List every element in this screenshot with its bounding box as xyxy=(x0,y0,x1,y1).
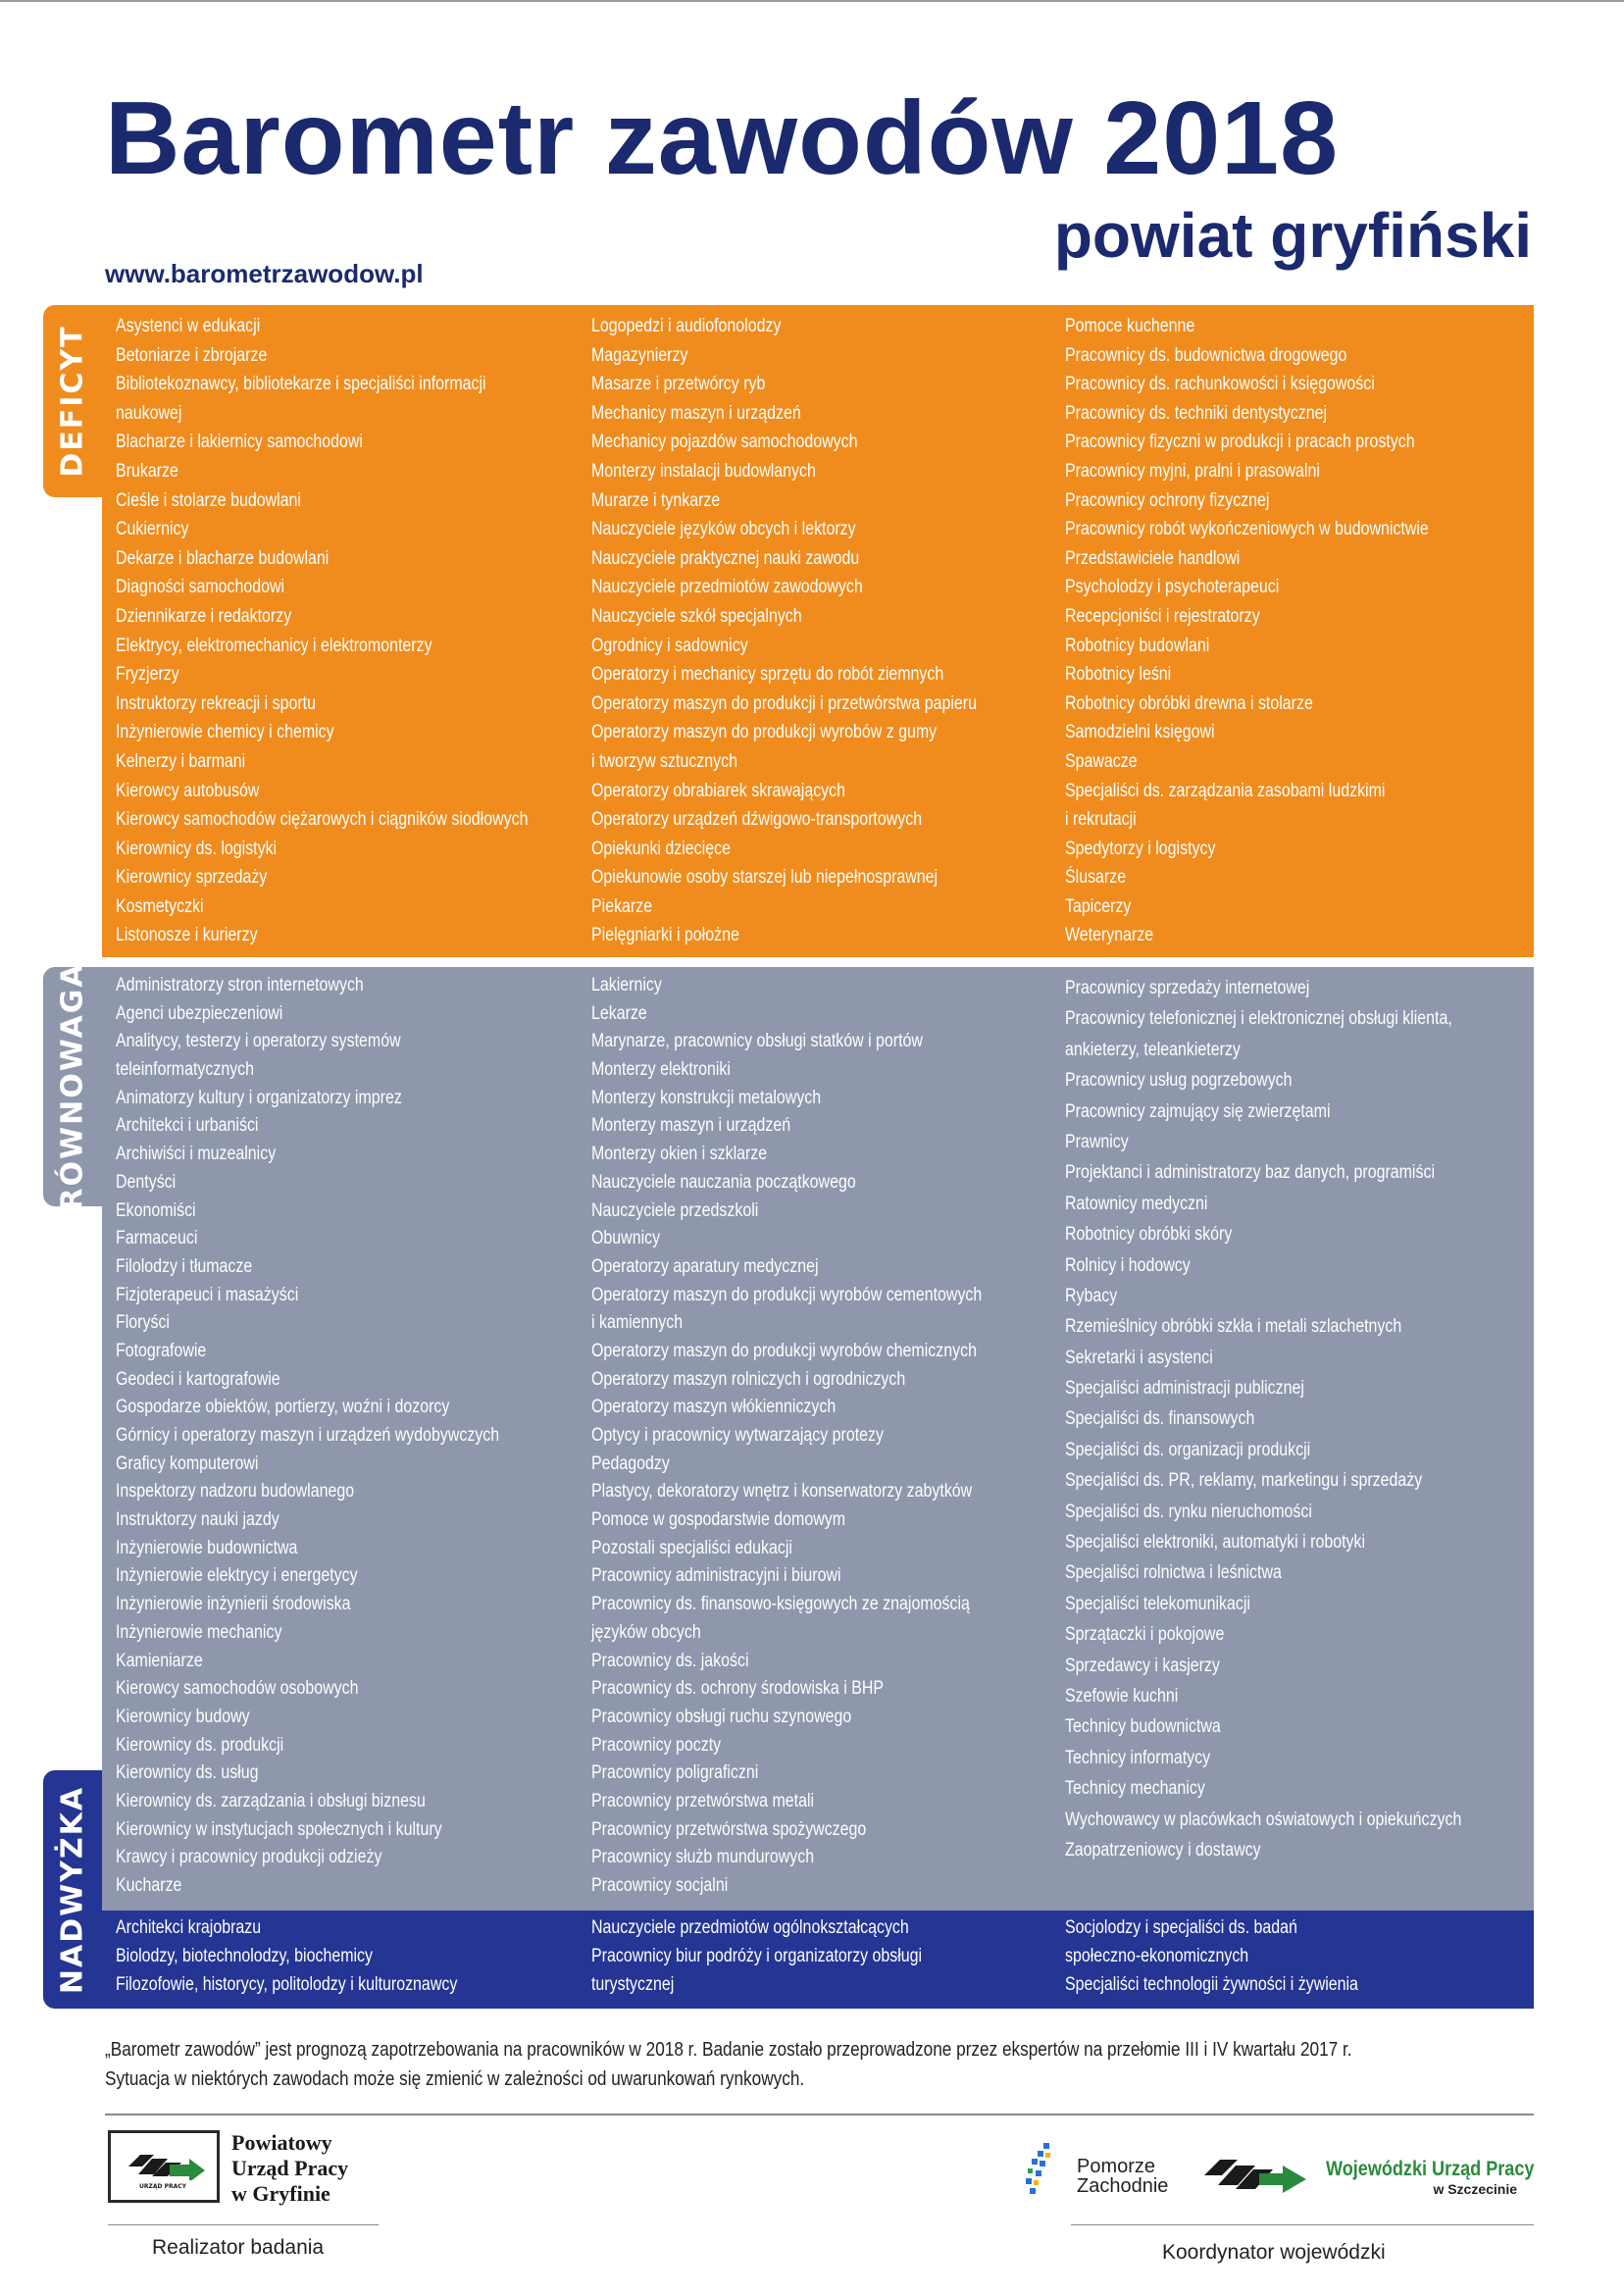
wup-subtitle: w Szczecinie xyxy=(1433,2181,1518,2197)
occupation-item: Fotografowie xyxy=(116,1340,207,1361)
pup-name-line-1: Powiatowy xyxy=(231,2130,332,2155)
occupation-item: Kierownicy ds. logistyki xyxy=(116,838,278,859)
occupation-item: Nauczyciele przedmiotów zawodowych xyxy=(591,577,863,598)
deficit-label: DEFICYT xyxy=(55,325,90,478)
occupation-item: Plastycy, dekoratorzy wnętrz i konserwatorzy zabytków xyxy=(591,1481,973,1503)
occupation-item: Kierownicy w instytucjach społecznych i kultury xyxy=(116,1818,442,1840)
occupation-item: Wychowawcy w placówkach oświatowych i opiekuńczych xyxy=(1065,1809,1462,1830)
occupation-item: Inżynierowie mechanicy xyxy=(116,1621,282,1643)
occupation-item: Nauczyciele przedszkoli xyxy=(591,1199,759,1221)
occupation-item: Biolodzy, biotechnolodzy, biochemicy xyxy=(116,1946,374,1966)
occupation-item: Pedagodzy xyxy=(591,1453,670,1474)
deficit-column-2 xyxy=(591,312,1050,950)
occupation-item: Brukarze xyxy=(116,460,178,482)
occupation-item: Operatorzy maszyn do produkcji i przetwórstwa papieru xyxy=(591,692,977,714)
occupation-item: teleinformatycznych xyxy=(116,1059,255,1081)
occupation-item: Ogrodnicy i sadownicy xyxy=(591,635,748,656)
occupation-item: Pracownicy ochrony fizycznej xyxy=(1065,489,1270,511)
balance-column-2 xyxy=(591,972,1056,1901)
occupation-item: Lekarze xyxy=(591,1002,647,1024)
occupation-item: Spedytorzy i logistycy xyxy=(1065,838,1216,859)
occupation-item: Specjaliści rolnictwa i leśnictwa xyxy=(1065,1562,1282,1584)
top-rule xyxy=(0,0,1624,2)
occupation-item: Kelnerzy i barmani xyxy=(116,750,246,772)
occupation-item: Projektanci i administratorzy baz danych, programiści xyxy=(1065,1162,1435,1184)
occupation-item: Bibliotekoznawcy, bibliotekarze i specjaliści informacji xyxy=(116,374,486,395)
occupation-item: Specjaliści ds. zarządzania zasobami ludzkimi xyxy=(1065,780,1386,801)
occupation-item: Inżynierowie elektrycy i energetycy xyxy=(116,1565,358,1587)
occupation-item: Pracownicy ds. budownictwa drogowego xyxy=(1065,344,1347,366)
occupation-item: języków obcych xyxy=(591,1621,701,1643)
occupation-item: Rybacy xyxy=(1065,1285,1118,1306)
occupation-item: Specjaliści ds. rynku nieruchomości xyxy=(1065,1501,1312,1522)
occupation-item: Pracownicy ds. finansowo-księgowych ze znajomością xyxy=(591,1594,970,1615)
occupation-item: Krawcy i pracownicy produkcji odzieży xyxy=(116,1847,382,1868)
pup-logo-icon xyxy=(111,2133,217,2200)
occupation-item: Pozostali specjaliści edukacji xyxy=(591,1537,792,1558)
occupation-item: Monterzy konstrukcji metalowych xyxy=(591,1087,822,1108)
note-line-2: Sytuacja w niektórych zawodach może się zmienić w zależności od uwarunkowań rynkowych. xyxy=(105,2068,805,2090)
pomorze-line-2: Zachodnie xyxy=(1077,2175,1169,2197)
occupation-item: Mechanicy pojazdów samochodowych xyxy=(591,432,858,453)
occupation-item: Dziennikarze i redaktorzy xyxy=(116,605,292,627)
occupation-item: Kucharze xyxy=(116,1875,182,1896)
occupation-item: Psycholodzy i psychoterapeuci xyxy=(1065,577,1280,598)
occupation-item: Nauczyciele praktycznej nauki zawodu xyxy=(591,547,860,569)
occupation-item: Dekarze i blacharze budowlani xyxy=(116,547,330,569)
occupation-item: Nauczyciele języków obcych i lektorzy xyxy=(591,519,856,540)
occupation-item: Kierownicy ds. usług xyxy=(116,1762,259,1784)
occupation-item: społeczno-ekonomicznych xyxy=(1065,1946,1249,1966)
occupation-item: Monterzy maszyn i urządzeń xyxy=(591,1115,791,1137)
balance-column-1 xyxy=(116,972,573,1901)
occupation-item: Filolodzy i tłumacze xyxy=(116,1255,253,1277)
occupation-item: Pracownicy ds. rachunkowości i księgowości xyxy=(1065,374,1375,395)
occupation-item: Nauczyciele nauczania początkowego xyxy=(591,1171,856,1193)
methodology-note xyxy=(105,2035,1537,2094)
occupation-item: Specjaliści elektroniki, automatyki i robotyki xyxy=(1065,1532,1366,1554)
occupation-item: Zaopatrzeniowcy i dostawcy xyxy=(1065,1839,1261,1861)
occupation-item: Kierownicy budowy xyxy=(116,1706,250,1727)
occupation-item: Instruktorzy rekreacji i sportu xyxy=(116,692,317,714)
balance-tab xyxy=(43,962,102,1211)
occupation-item: Sprzedawcy i kasjerzy xyxy=(1065,1655,1220,1676)
pup-name-line-3: w Gryfinie xyxy=(231,2181,330,2206)
occupation-item: Operatorzy maszyn rolniczych i ogrodniczych xyxy=(591,1368,906,1390)
occupation-item: Mechanicy maszyn i urządzeń xyxy=(591,402,801,424)
occupation-item: Pracownicy służb mundurowych xyxy=(591,1847,815,1868)
occupation-item: Pracownicy sprzedaży internetowej xyxy=(1065,978,1310,998)
balance-label: RÓWNOWAGA xyxy=(55,962,90,1211)
occupation-item: Logopedzi i audiofonolodzy xyxy=(591,316,782,336)
occupation-item: Pracownicy biur podróży i organizatorzy obsługi xyxy=(591,1946,923,1966)
occupation-item: i rekrutacji xyxy=(1065,809,1137,831)
occupation-item: Marynarze, pracownicy obsługi statków i portów xyxy=(591,1031,923,1052)
occupation-item: Specjaliści ds. organizacji produkcji xyxy=(1065,1439,1311,1460)
occupation-item: Robotnicy leśni xyxy=(1065,664,1172,686)
occupation-item: Pomoce kuchenne xyxy=(1065,316,1195,336)
occupation-item: ankieterzy, teleankieterzy xyxy=(1065,1039,1241,1060)
occupation-item: Pielęgniarki i położne xyxy=(591,925,739,946)
occupation-item: Instruktorzy nauki jazdy xyxy=(116,1509,279,1531)
occupation-item: Kierowcy autobusów xyxy=(116,780,260,801)
occupation-item: Kierowcy samochodów ciężarowych i ciągników siodłowych xyxy=(116,809,529,831)
occupation-item: Inżynierowie budownictwa xyxy=(116,1537,298,1558)
surplus-tab xyxy=(43,1770,102,2009)
footer-divider xyxy=(105,2114,1534,2116)
occupation-item: Farmaceuci xyxy=(116,1228,198,1249)
occupation-item: Operatorzy maszyn do produkcji wyrobów cementowych xyxy=(591,1284,983,1305)
occupation-item: Piekarze xyxy=(591,895,653,917)
occupation-item: Inspektorzy nadzoru budowlanego xyxy=(116,1481,355,1503)
occupation-item: Specjaliści telekomunikacji xyxy=(1065,1593,1250,1614)
occupation-item: Gospodarze obiektów, portierzy, woźni i dozorcy xyxy=(116,1397,450,1418)
occupation-item: Pracownicy myjni, pralni i prasowalni xyxy=(1065,460,1320,482)
occupation-item: Pracownicy usług pogrzebowych xyxy=(1065,1070,1293,1092)
occupation-item: Inżynierowie inżynierii środowiska xyxy=(116,1594,351,1615)
occupation-item: Robotnicy budowlani xyxy=(1065,635,1210,656)
occupation-item: Technicy mechanicy xyxy=(1065,1778,1205,1800)
occupation-item: Opiekunowie osoby starszej lub niepełnosprawnej xyxy=(591,867,939,889)
occupation-item: Rolnicy i hodowcy xyxy=(1065,1254,1191,1276)
occupation-item: Listonosze i kurierzy xyxy=(116,925,258,946)
occupation-item: Magazynierzy xyxy=(591,344,688,366)
occupation-item: Przedstawiciele handlowi xyxy=(1065,547,1241,569)
occupation-item: Operatorzy obrabiarek skrawających xyxy=(591,780,846,801)
occupation-item: Diagności samochodowi xyxy=(116,577,285,598)
occupation-item: Asystenci w edukacji xyxy=(116,316,261,336)
occupation-item: Graficy komputerowi xyxy=(116,1453,259,1474)
occupation-item: Samodzielni księgowi xyxy=(1065,722,1215,743)
occupation-item: Elektrycy, elektromechanicy i elektromonterzy xyxy=(116,635,432,656)
occupation-item: Pracownicy telefonicznej i elektronicznej obsługi klienta, xyxy=(1065,1008,1452,1030)
balance-column-3 xyxy=(1065,973,1537,1865)
occupation-item: Operatorzy urządzeń dźwigowo-transportowych xyxy=(591,809,923,831)
wup-title: Wojewódzki Urząd Pracy xyxy=(1326,2158,1535,2180)
occupation-item: Pracownicy poczty xyxy=(591,1734,722,1756)
occupation-item: Technicy budownictwa xyxy=(1065,1716,1221,1738)
occupation-item: Pracownicy administracyjni i biurowi xyxy=(591,1565,841,1587)
occupation-item: Pracownicy robót wykończeniowych w budownictwie xyxy=(1065,519,1429,540)
pomorze-icon xyxy=(1020,2141,1063,2200)
occupation-item: Pomoce w gospodarstwie domowym xyxy=(591,1509,846,1531)
occupation-item: Monterzy okien i szklarze xyxy=(591,1144,768,1165)
occupation-item: Lakiernicy xyxy=(591,975,662,995)
deficit-column-3 xyxy=(1065,312,1497,950)
occupation-item: Ratownicy medyczni xyxy=(1065,1193,1208,1214)
occupation-item: Specjaliści administracji publicznej xyxy=(1065,1378,1304,1400)
occupation-item: Robotnicy obróbki drewna i stolarze xyxy=(1065,692,1313,714)
deficit-tab xyxy=(43,305,102,497)
pup-name-line-2: Urząd Pracy xyxy=(231,2156,349,2180)
deficit-column-1 xyxy=(116,312,607,950)
occupation-item: Pracownicy socjalni xyxy=(591,1875,729,1896)
occupation-item: Robotnicy obróbki skóry xyxy=(1065,1224,1233,1246)
occupation-item: Weterynarze xyxy=(1065,925,1154,946)
occupation-item: turystycznej xyxy=(591,1974,675,1995)
occupation-item: Prawnicy xyxy=(1065,1131,1129,1152)
pomorze-line-1: Pomorze xyxy=(1077,2156,1156,2177)
occupation-item: Pracownicy ds. ochrony środowiska i BHP xyxy=(591,1678,885,1700)
occupation-item: Kierownicy ds. produkcji xyxy=(116,1734,284,1756)
occupation-item: Fizjoterapeuci i masażyści xyxy=(116,1284,299,1305)
occupation-item: Spawacze xyxy=(1065,750,1138,772)
occupation-item: Pracownicy zajmujący się zwierzętami xyxy=(1065,1100,1331,1122)
occupation-item: Pracownicy ds. jakości xyxy=(591,1650,749,1671)
occupation-item: Kosmetyczki xyxy=(116,895,204,917)
left-caption-rule xyxy=(108,2224,379,2225)
occupation-item: Murarze i tynkarze xyxy=(591,489,721,511)
surplus-column-2 xyxy=(591,1913,985,1999)
occupation-item: Socjolodzy i specjaliści ds. badań xyxy=(1065,1917,1297,1938)
pup-gryfino-logo xyxy=(108,2130,220,2203)
website-link[interactable]: www.barometrzawodow.pl xyxy=(105,259,424,288)
occupation-item: Operatorzy maszyn do produkcji wyrobów chemicznych xyxy=(591,1340,977,1361)
occupation-item: Masarze i przetwórcy ryb xyxy=(591,374,766,395)
occupation-item: Pracownicy fizyczni w produkcji i pracach prostych xyxy=(1065,432,1415,453)
occupation-item: Tapicerzy xyxy=(1065,895,1132,917)
occupation-item: Kierownicy ds. zarządzania i obsługi biznesu xyxy=(116,1790,426,1811)
surplus-column-3 xyxy=(1065,1913,1414,1999)
occupation-item: Specjaliści technologii żywności i żywienia xyxy=(1065,1974,1358,1995)
occupation-item: Pracownicy przetwórstwa spożywczego xyxy=(591,1818,867,1840)
occupation-item: Betoniarze i zbrojarze xyxy=(116,344,268,366)
occupation-item: Kierownicy sprzedaży xyxy=(116,867,268,889)
occupation-item: Administratorzy stron internetowych xyxy=(116,975,364,995)
occupation-item: Operatorzy maszyn do produkcji wyrobów z gumy xyxy=(591,722,938,743)
occupation-item: naukowej xyxy=(116,402,182,424)
occupation-item: Szefowie kuchni xyxy=(1065,1685,1179,1707)
occupation-item: Górnicy i operatorzy maszyn i urządzeń wydobywczych xyxy=(116,1425,500,1446)
occupation-item: Cieśle i stolarze budowlani xyxy=(116,489,301,511)
occupation-item: Archiwiści i muzealnicy xyxy=(116,1144,277,1165)
occupation-item: Geodeci i kartografowie xyxy=(116,1368,280,1390)
occupation-item: Architekci i urbaniści xyxy=(116,1115,259,1137)
right-caption-rule xyxy=(1071,2224,1534,2225)
occupation-item: Operatorzy i mechanicy sprzętu do robót ziemnych xyxy=(591,664,944,686)
occupation-item: Optycy i pracownicy wytwarzający protezy xyxy=(591,1425,885,1446)
occupation-item: Rzemieślnicy obróbki szkła i metali szlachetnych xyxy=(1065,1316,1402,1338)
occupation-item: Kierowcy samochodów osobowych xyxy=(116,1678,359,1700)
right-caption: Koordynator wojewódzki xyxy=(1162,2241,1386,2264)
occupation-item: Floryści xyxy=(116,1312,170,1334)
occupation-item: Opiekunki dziecięce xyxy=(591,838,731,859)
left-caption: Realizator badania xyxy=(152,2236,325,2259)
occupation-item: Cukiernicy xyxy=(116,519,189,540)
occupation-item: Monterzy elektroniki xyxy=(591,1059,731,1081)
occupation-item: Blacharze i lakiernicy samochodowi xyxy=(116,432,363,453)
occupation-item: Fryzjerzy xyxy=(116,664,179,686)
occupation-item: Filozofowie, historycy, politolodzy i kulturoznawcy xyxy=(116,1974,458,1995)
occupation-item: Monterzy instalacji budowlanych xyxy=(591,460,816,482)
occupation-item: Sprzątaczki i pokojowe xyxy=(1065,1624,1225,1646)
page-title: Barometr zawodów 2018 xyxy=(105,80,1340,196)
occupation-item: i kamiennych xyxy=(591,1312,684,1334)
surplus-column-1 xyxy=(116,1913,523,1999)
note-line-1: „Barometr zawodów” jest prognozą zapotrzebowania na pracowników w 2018 r. Badanie zostało przeprowadzone przez ekspertów na przełomie III i IV kwartału 2017 r. xyxy=(105,2039,1352,2061)
occupation-item: i tworzyw sztucznych xyxy=(591,750,737,772)
occupation-item: Ślusarze xyxy=(1065,867,1127,889)
pup-logo-mark-text: URZĄD PRACY xyxy=(139,2183,186,2190)
occupation-item: Animatorzy kultury i organizatorzy imprez xyxy=(116,1087,402,1108)
surplus-label: NADWYŻKA xyxy=(55,1785,90,1994)
occupation-item: Recepcjoniści i rejestratorzy xyxy=(1065,605,1260,627)
wup-logo-icon xyxy=(1200,2146,1310,2199)
occupation-item: Nauczyciele szkół specjalnych xyxy=(591,605,802,627)
occupation-item: Sekretarki i asystenci xyxy=(1065,1347,1213,1368)
occupation-item: Pracownicy obsługi ruchu szynowego xyxy=(591,1706,852,1727)
occupation-item: Specjaliści ds. PR, reklamy, marketingu i sprzedaży xyxy=(1065,1470,1423,1492)
occupation-item: Ekonomiści xyxy=(116,1199,196,1221)
occupation-item: Kamieniarze xyxy=(116,1650,203,1671)
occupation-item: Architekci krajobrazu xyxy=(116,1917,262,1938)
wup-name xyxy=(1326,2158,1568,2197)
occupation-item: Agenci ubezpieczeniowi xyxy=(116,1002,283,1024)
occupation-item: Pracownicy przetwórstwa metali xyxy=(591,1790,815,1811)
pup-gryfino-name xyxy=(231,2130,348,2207)
occupation-item: Obuwnicy xyxy=(591,1228,661,1249)
region-subtitle: powiat gryfiński xyxy=(1053,200,1532,271)
occupation-item: Nauczyciele przedmiotów ogólnokształcących xyxy=(591,1917,909,1938)
pomorze-zachodnie-logo xyxy=(1020,2141,1167,2200)
occupation-item: Analitycy, testerzy i operatorzy systemów xyxy=(116,1031,401,1052)
pomorze-text xyxy=(1077,2157,1168,2196)
occupation-item: Operatorzy maszyn włókienniczych xyxy=(591,1397,837,1418)
occupation-item: Specjaliści ds. finansowych xyxy=(1065,1408,1255,1430)
occupation-item: Technicy informatycy xyxy=(1065,1747,1211,1768)
occupation-item: Pracownicy poligraficzni xyxy=(591,1762,759,1784)
occupation-item: Inżynierowie chemicy i chemicy xyxy=(116,722,334,743)
occupation-item: Operatorzy aparatury medycznej xyxy=(591,1255,819,1277)
occupation-item: Pracownicy ds. techniki dentystycznej xyxy=(1065,402,1328,424)
occupation-item: Dentyści xyxy=(116,1171,177,1193)
